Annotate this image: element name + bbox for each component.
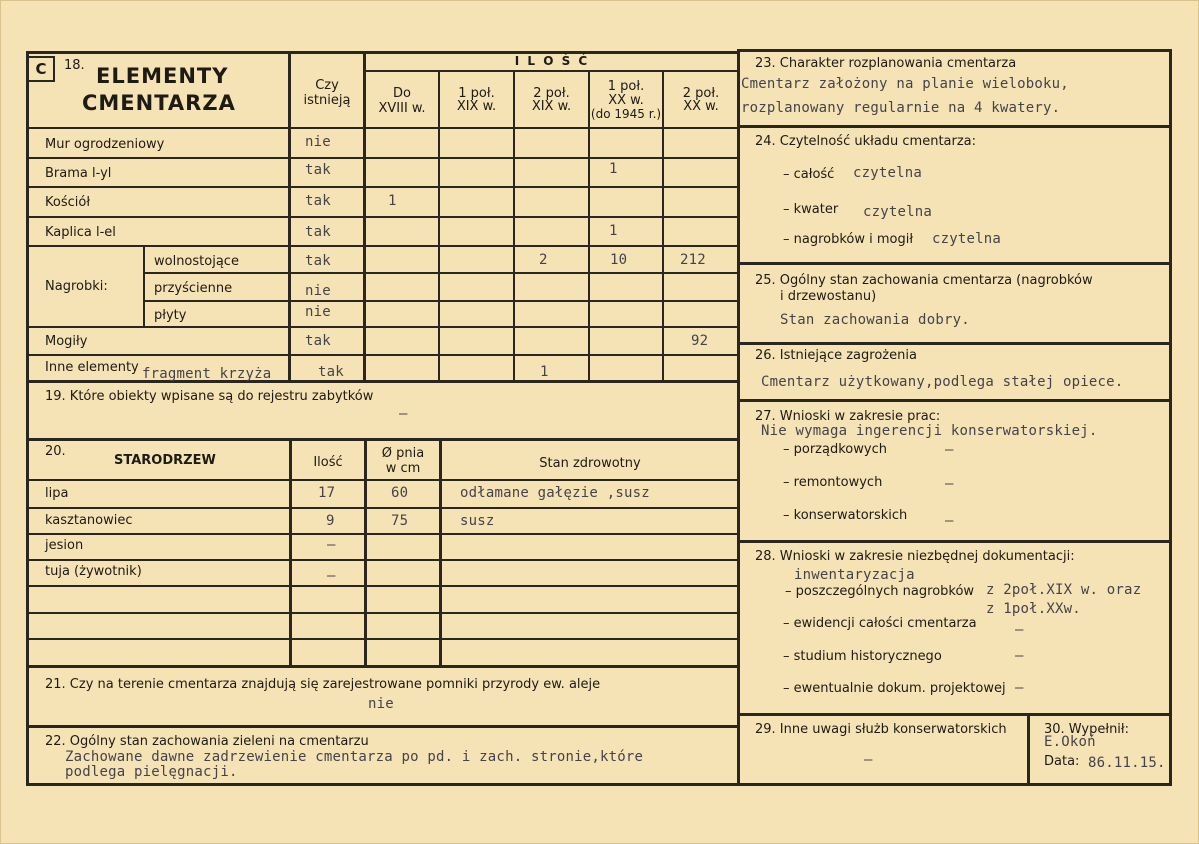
s27-item-label: – remontowych (783, 475, 883, 490)
row-label: płyty (154, 308, 187, 323)
col-a-header-1: Do (393, 86, 411, 101)
rule-center-divider (737, 51, 740, 785)
nagrobki-label: Nagrobki: (45, 279, 108, 294)
row-label: wolnostojące (154, 254, 239, 269)
s28-typed-top: inwentaryzacja (794, 567, 915, 583)
rule-row (26, 585, 738, 587)
rule-s18-header-bottom (26, 127, 738, 129)
row-label: Kościół (45, 195, 91, 210)
s28-value-line2: z 1poł.XXw. (986, 601, 1081, 617)
rule-row (144, 300, 738, 302)
col-exists-header-1: Czy (315, 78, 339, 93)
rule-s21-top (26, 665, 738, 668)
rule-s20-col (439, 438, 442, 666)
tree-health: susz (460, 513, 495, 529)
s26-value: Cmentarz użytkowany,podlega stałej opiece. (761, 374, 1124, 390)
s22-value-line1: Zachowane dawne zadrzewienie cmentarza po pd. i zach. stronie,które (65, 749, 644, 765)
s28-item-label: – ewidencji całości cmentarza (783, 616, 977, 631)
s30-name: E.Okoń (1044, 734, 1096, 750)
tree-diam: 75 (391, 513, 409, 529)
row-label: Mogiły (45, 334, 88, 349)
s18-title-line1: ELEMENTY (96, 64, 229, 88)
s23-label: 23. Charakter rozplanowania cmentarza (755, 56, 1017, 71)
s27-item-label: – konserwatorskich (783, 508, 908, 523)
rule-bottom (26, 783, 1172, 786)
s24-item-label: – całość (783, 167, 835, 182)
s27-label: 27. Wnioski w zakresie prac: (755, 409, 941, 424)
s18-title-line2: CMENTARZA (82, 91, 236, 115)
inne-value: fragment krzyża (142, 366, 272, 382)
tree-name: tuja (żywotnik) (45, 564, 142, 579)
col-b-header-2: XIX w. (456, 99, 497, 114)
s25-label-line2: i drzewostanu) (780, 289, 877, 304)
s28-item-value: – (1015, 648, 1024, 664)
s19-value: – (399, 406, 408, 422)
s30-date-label: Data: (1044, 754, 1080, 769)
row-qty-c: 1 (540, 364, 549, 380)
rule-row (26, 245, 738, 247)
s24-item-value: czytelna (932, 231, 1002, 247)
rule-left-edge (26, 51, 29, 785)
s29-value: – (864, 752, 873, 768)
s24-item-value: czytelna (863, 204, 933, 220)
col-e-header-1: 2 poł. (682, 86, 720, 101)
s20-title: STARODRZEW (114, 453, 216, 468)
s25-value: Stan zachowania dobry. (780, 312, 970, 328)
rule-s26-top (737, 342, 1172, 345)
row-exists-value: tak (305, 333, 331, 349)
tree-name: jesion (45, 538, 84, 553)
col-e-header-2: XX w. (683, 99, 719, 114)
rule-row (26, 186, 738, 188)
row-exists-value: tak (305, 193, 331, 209)
rule-row (26, 216, 738, 218)
rule-row (26, 326, 738, 328)
tree-diam: 60 (391, 485, 409, 501)
row-exists-value: nie (305, 304, 331, 320)
s27-item-value: – (945, 442, 954, 458)
row-qty-c: 2 (539, 252, 548, 268)
tree-name: lipa (45, 486, 69, 501)
row-qty-d: 10 (610, 252, 628, 268)
row-exists-value: nie (305, 134, 331, 150)
s21-label: 21. Czy na terenie cmentarza znajdują się zarejestrowane pomniki przyrody ew. aleje (45, 677, 601, 692)
s30-label: 30. Wypełnił: (1044, 722, 1129, 737)
tree-qty: – (327, 568, 336, 584)
tree-qty: 9 (326, 513, 335, 529)
qty-header: I L O Ś Ć (514, 54, 590, 68)
rule-s30-divider (1027, 713, 1030, 785)
tree-qty: 17 (318, 485, 336, 501)
rule-row (144, 272, 738, 274)
col-d-header-2: XX w. (608, 93, 644, 108)
s22-label: 22. Ogólny stan zachowania zieleni na cmentarzu (45, 734, 369, 749)
rule-row (26, 157, 738, 159)
rule-row (26, 559, 738, 561)
row-qty-d: 1 (609, 161, 618, 177)
row-label: Inne elementy (45, 360, 139, 375)
rule-right-edge (1169, 49, 1172, 785)
rule-row (26, 507, 738, 509)
s28-item-value: – (1015, 622, 1024, 638)
rule-s24-top (737, 125, 1172, 128)
row-exists-value: tak (305, 253, 331, 269)
s23-value-line2: rozplanowany regularnie na 4 kwatery. (741, 100, 1061, 116)
rule-top-right (737, 49, 1172, 52)
s29-label: 29. Inne uwagi służb konserwatorskich (755, 722, 1007, 737)
row-qty-e: 212 (680, 252, 706, 268)
section-letter-box: C (27, 56, 55, 82)
s20-col-health: Stan zdrowotny (539, 456, 641, 471)
s24-item-value: czytelna (853, 165, 923, 181)
s20-col-diam-2: w cm (385, 461, 421, 476)
col-d-header-3: (do 1945 r.) (590, 107, 662, 121)
s18-number: 18. (64, 58, 85, 73)
s21-value: nie (368, 696, 394, 712)
col-a-header-2: XVIII w. (378, 101, 426, 116)
s27-item-value: – (945, 476, 954, 492)
s26-label: 26. Istniejące zagrożenia (755, 348, 917, 363)
rule-s20-header-bottom (26, 479, 738, 481)
s28-item-label: – studium historycznego (783, 649, 942, 664)
rule-nagrobki-split (143, 245, 145, 326)
rule-s25-top (737, 262, 1172, 265)
rule-s20-top (26, 438, 738, 441)
row-label: Brama l-yl (45, 166, 112, 181)
col-exists-header-2: istnieją (303, 93, 351, 108)
s28-item-value: – (1015, 680, 1024, 696)
rule-row (26, 354, 738, 356)
s23-value-line1: Cmentarz założony na planie wieloboku, (741, 76, 1069, 92)
col-c-header-1: 2 poł. (533, 86, 570, 101)
rule-row (26, 533, 738, 535)
s25-label-line1: 25. Ogólny stan zachowania cmentarza (nagrobków (755, 273, 1093, 288)
rule-row (26, 638, 738, 640)
s22-value-line2: podlega pielęgnacji. (65, 764, 238, 780)
row-label: przyścienne (154, 281, 233, 296)
row-qty-a: 1 (388, 193, 397, 209)
row-exists-value: tak (318, 364, 344, 380)
s27-item-value: – (945, 513, 954, 529)
row-exists-value: nie (305, 283, 331, 299)
s28-item-label: – poszczególnych nagrobków (785, 584, 975, 599)
rule-s27-top (737, 399, 1172, 402)
s27-value: Nie wymaga ingerencji konserwatorskiej. (761, 423, 1098, 439)
row-exists-value: tak (305, 224, 331, 240)
rule-col-c (513, 70, 515, 381)
s20-col-qty: Ilość (313, 455, 343, 470)
s19-label: 19. Które obiekty wpisane są do rejestru zabytków (45, 389, 374, 404)
row-label: Kaplica l-el (45, 225, 116, 240)
s28-item-value: z 2poł.XIX w. oraz (986, 582, 1142, 598)
rule-s29-top (737, 713, 1172, 716)
s24-item-label: – nagrobków i mogił (783, 232, 914, 247)
row-exists-value: tak (305, 162, 331, 178)
s20-number: 20. (45, 444, 66, 459)
tree-qty: – (327, 537, 336, 553)
rule-s28-top (737, 540, 1172, 543)
col-c-header-2: XIX w. (531, 99, 572, 114)
row-qty-e: 92 (691, 333, 709, 349)
s28-label: 28. Wnioski w zakresie niezbędnej dokumentacji: (755, 549, 1075, 564)
rule-qty-header (363, 70, 738, 72)
s28-item-label: – ewentualnie dokum. projektowej (783, 681, 1006, 696)
tree-name: kasztanowiec (45, 513, 133, 528)
s20-col-diam-1: Ø pnia (381, 446, 425, 461)
col-d-header-1: 1 poł. (607, 79, 645, 94)
s30-date: 86.11.15. (1088, 755, 1166, 771)
rule-row (26, 612, 738, 614)
rule-s19-top (26, 380, 738, 383)
rule-s20-col (289, 438, 292, 666)
tree-health: odłamane gałęzie ,susz (460, 485, 650, 501)
col-b-header-1: 1 poł. (458, 86, 495, 101)
rule-col-b (438, 70, 440, 381)
rule-s22-top (26, 725, 738, 728)
row-label: Mur ogrodzeniowy (45, 137, 165, 152)
s27-item-label: – porządkowych (783, 442, 887, 457)
row-qty-d: 1 (609, 223, 618, 239)
s24-label: 24. Czytelność układu cmentarza: (755, 134, 977, 149)
s24-item-label: – kwater (783, 202, 839, 217)
